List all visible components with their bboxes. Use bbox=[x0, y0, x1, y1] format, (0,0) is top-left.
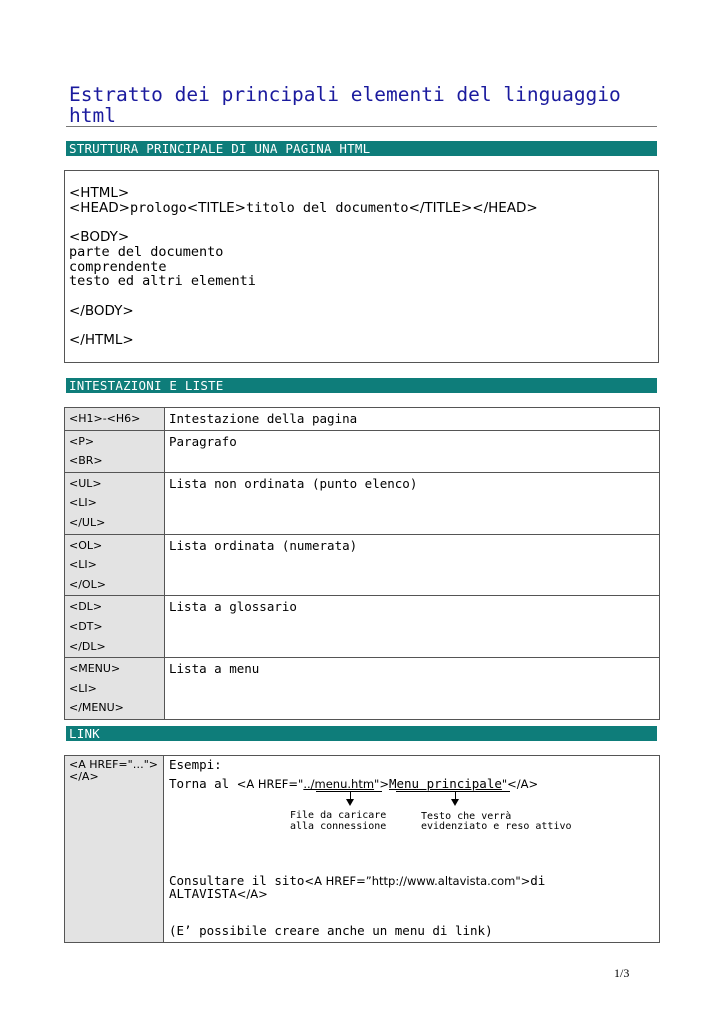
table-cell-tags bbox=[65, 408, 165, 431]
tag-label: <LI> bbox=[69, 558, 97, 572]
ex2-text: Consultare il sito bbox=[169, 873, 305, 888]
code-prologo: prologo bbox=[129, 200, 187, 216]
code-line-body-text-3: testo ed altri elementi bbox=[69, 273, 256, 289]
link-left-cell bbox=[64, 755, 164, 943]
ex2-di: di bbox=[530, 873, 546, 888]
tag-label: <DT> bbox=[69, 619, 103, 633]
code-line-body-close: </BODY> bbox=[69, 303, 134, 319]
ex1-href-close: "> bbox=[374, 777, 389, 791]
code-line-body-open: <BODY> bbox=[69, 229, 130, 245]
table-cell-tags bbox=[65, 658, 165, 720]
table-cell-desc: Lista a menu bbox=[165, 658, 660, 720]
tag-label: <OL> bbox=[69, 538, 103, 552]
link-tag-close: </A> bbox=[69, 770, 99, 783]
note-text-l2: evidenziato e reso attivo bbox=[421, 821, 572, 832]
table-cell-tags bbox=[65, 534, 165, 596]
title-divider bbox=[66, 126, 657, 127]
code-line-html-close: </HTML> bbox=[69, 332, 134, 348]
code-line-html-open: <HTML> bbox=[69, 185, 130, 201]
table-row bbox=[65, 596, 660, 658]
arrow-2-stem bbox=[455, 791, 456, 799]
note-text-l1: Testo che verrà bbox=[421, 811, 512, 822]
link-examples-label: Esempi: bbox=[169, 757, 222, 772]
ex1-link-text: Menu principale bbox=[388, 776, 502, 791]
code-line-body-text-2: comprendente bbox=[69, 259, 167, 275]
ex1-text: Torna al bbox=[169, 776, 237, 791]
arrow-down-icon bbox=[346, 799, 354, 806]
table-cell-desc: Lista non ordinata (punto elenco) bbox=[165, 472, 660, 534]
table-cell-desc: Lista a glossario bbox=[165, 596, 660, 658]
table-row bbox=[65, 534, 660, 596]
code-title-tag: <TITLE> bbox=[186, 200, 246, 216]
tag-label: <LI> bbox=[69, 681, 97, 695]
tag-label: <P> bbox=[69, 434, 95, 448]
ex1-href-url: ../menu.htm bbox=[303, 777, 375, 791]
arrow-1-stem bbox=[350, 791, 351, 799]
table-row bbox=[65, 430, 660, 472]
table-cell-desc: Paragrafo bbox=[165, 430, 660, 472]
link-example-1 bbox=[169, 777, 538, 791]
ex2-link-text: ALTAVISTA bbox=[169, 886, 237, 901]
section-header-structure: STRUTTURA PRINCIPALE DI UNA PAGINA HTML bbox=[66, 141, 657, 156]
code-title-text: titolo del documento bbox=[246, 200, 409, 216]
underline-bracket-1 bbox=[316, 791, 382, 792]
tag-label: </MENU> bbox=[69, 701, 124, 715]
page-number: 1/3 bbox=[614, 966, 630, 980]
section-header-headings: INTESTAZIONI E LISTE bbox=[66, 378, 657, 393]
ex2-close-tag: </A> bbox=[236, 887, 268, 901]
link-example-2-line2 bbox=[169, 887, 268, 901]
code-head-tag: <HEAD> bbox=[69, 200, 130, 216]
underline-bracket-2 bbox=[396, 791, 510, 792]
tag-label: <MENU> bbox=[69, 662, 121, 676]
ex1-href-tag: <A HREF=" bbox=[236, 777, 304, 791]
arrow-down-icon bbox=[451, 799, 459, 806]
table-cell-desc: Intestazione della pagina bbox=[165, 408, 660, 431]
code-title-close: </TITLE></HEAD> bbox=[408, 200, 538, 216]
note-file-l2: alla connessione bbox=[290, 821, 387, 832]
tag-label: <DL> bbox=[69, 600, 103, 614]
table-row bbox=[65, 472, 660, 534]
link-tag-open: <A HREF="…"> bbox=[69, 758, 158, 771]
table-cell-tags bbox=[65, 472, 165, 534]
table-cell-tags bbox=[65, 430, 165, 472]
tag-label: </DL> bbox=[69, 639, 106, 653]
tags-table bbox=[64, 407, 660, 720]
code-line-body-text-1: parte del documento bbox=[69, 244, 224, 260]
ex1-close-tag: "</A> bbox=[501, 777, 539, 791]
table-row bbox=[65, 408, 660, 431]
tag-label: </UL> bbox=[69, 515, 106, 529]
section-header-link: LINK bbox=[66, 726, 657, 741]
page-title: Estratto dei principali elementi del linguaggio html bbox=[69, 83, 621, 127]
table-cell-desc: Lista ordinata (numerata) bbox=[165, 534, 660, 596]
ex2-href-tag: <A HREF=”http://www.altavista.com"> bbox=[304, 874, 531, 888]
code-line-head bbox=[69, 201, 538, 216]
tag-label: </OL> bbox=[69, 577, 106, 591]
tag-label: <UL> bbox=[69, 476, 102, 490]
link-example-3: (E’ possibile creare anche un menu di link) bbox=[169, 923, 493, 938]
tag-label: <LI> bbox=[69, 496, 97, 510]
tag-label: <BR> bbox=[69, 454, 103, 468]
table-cell-tags bbox=[65, 596, 165, 658]
tag-label: <H1>-<H6> bbox=[69, 412, 141, 425]
note-file-l1: File da caricare bbox=[290, 810, 387, 821]
table-row bbox=[65, 658, 660, 720]
